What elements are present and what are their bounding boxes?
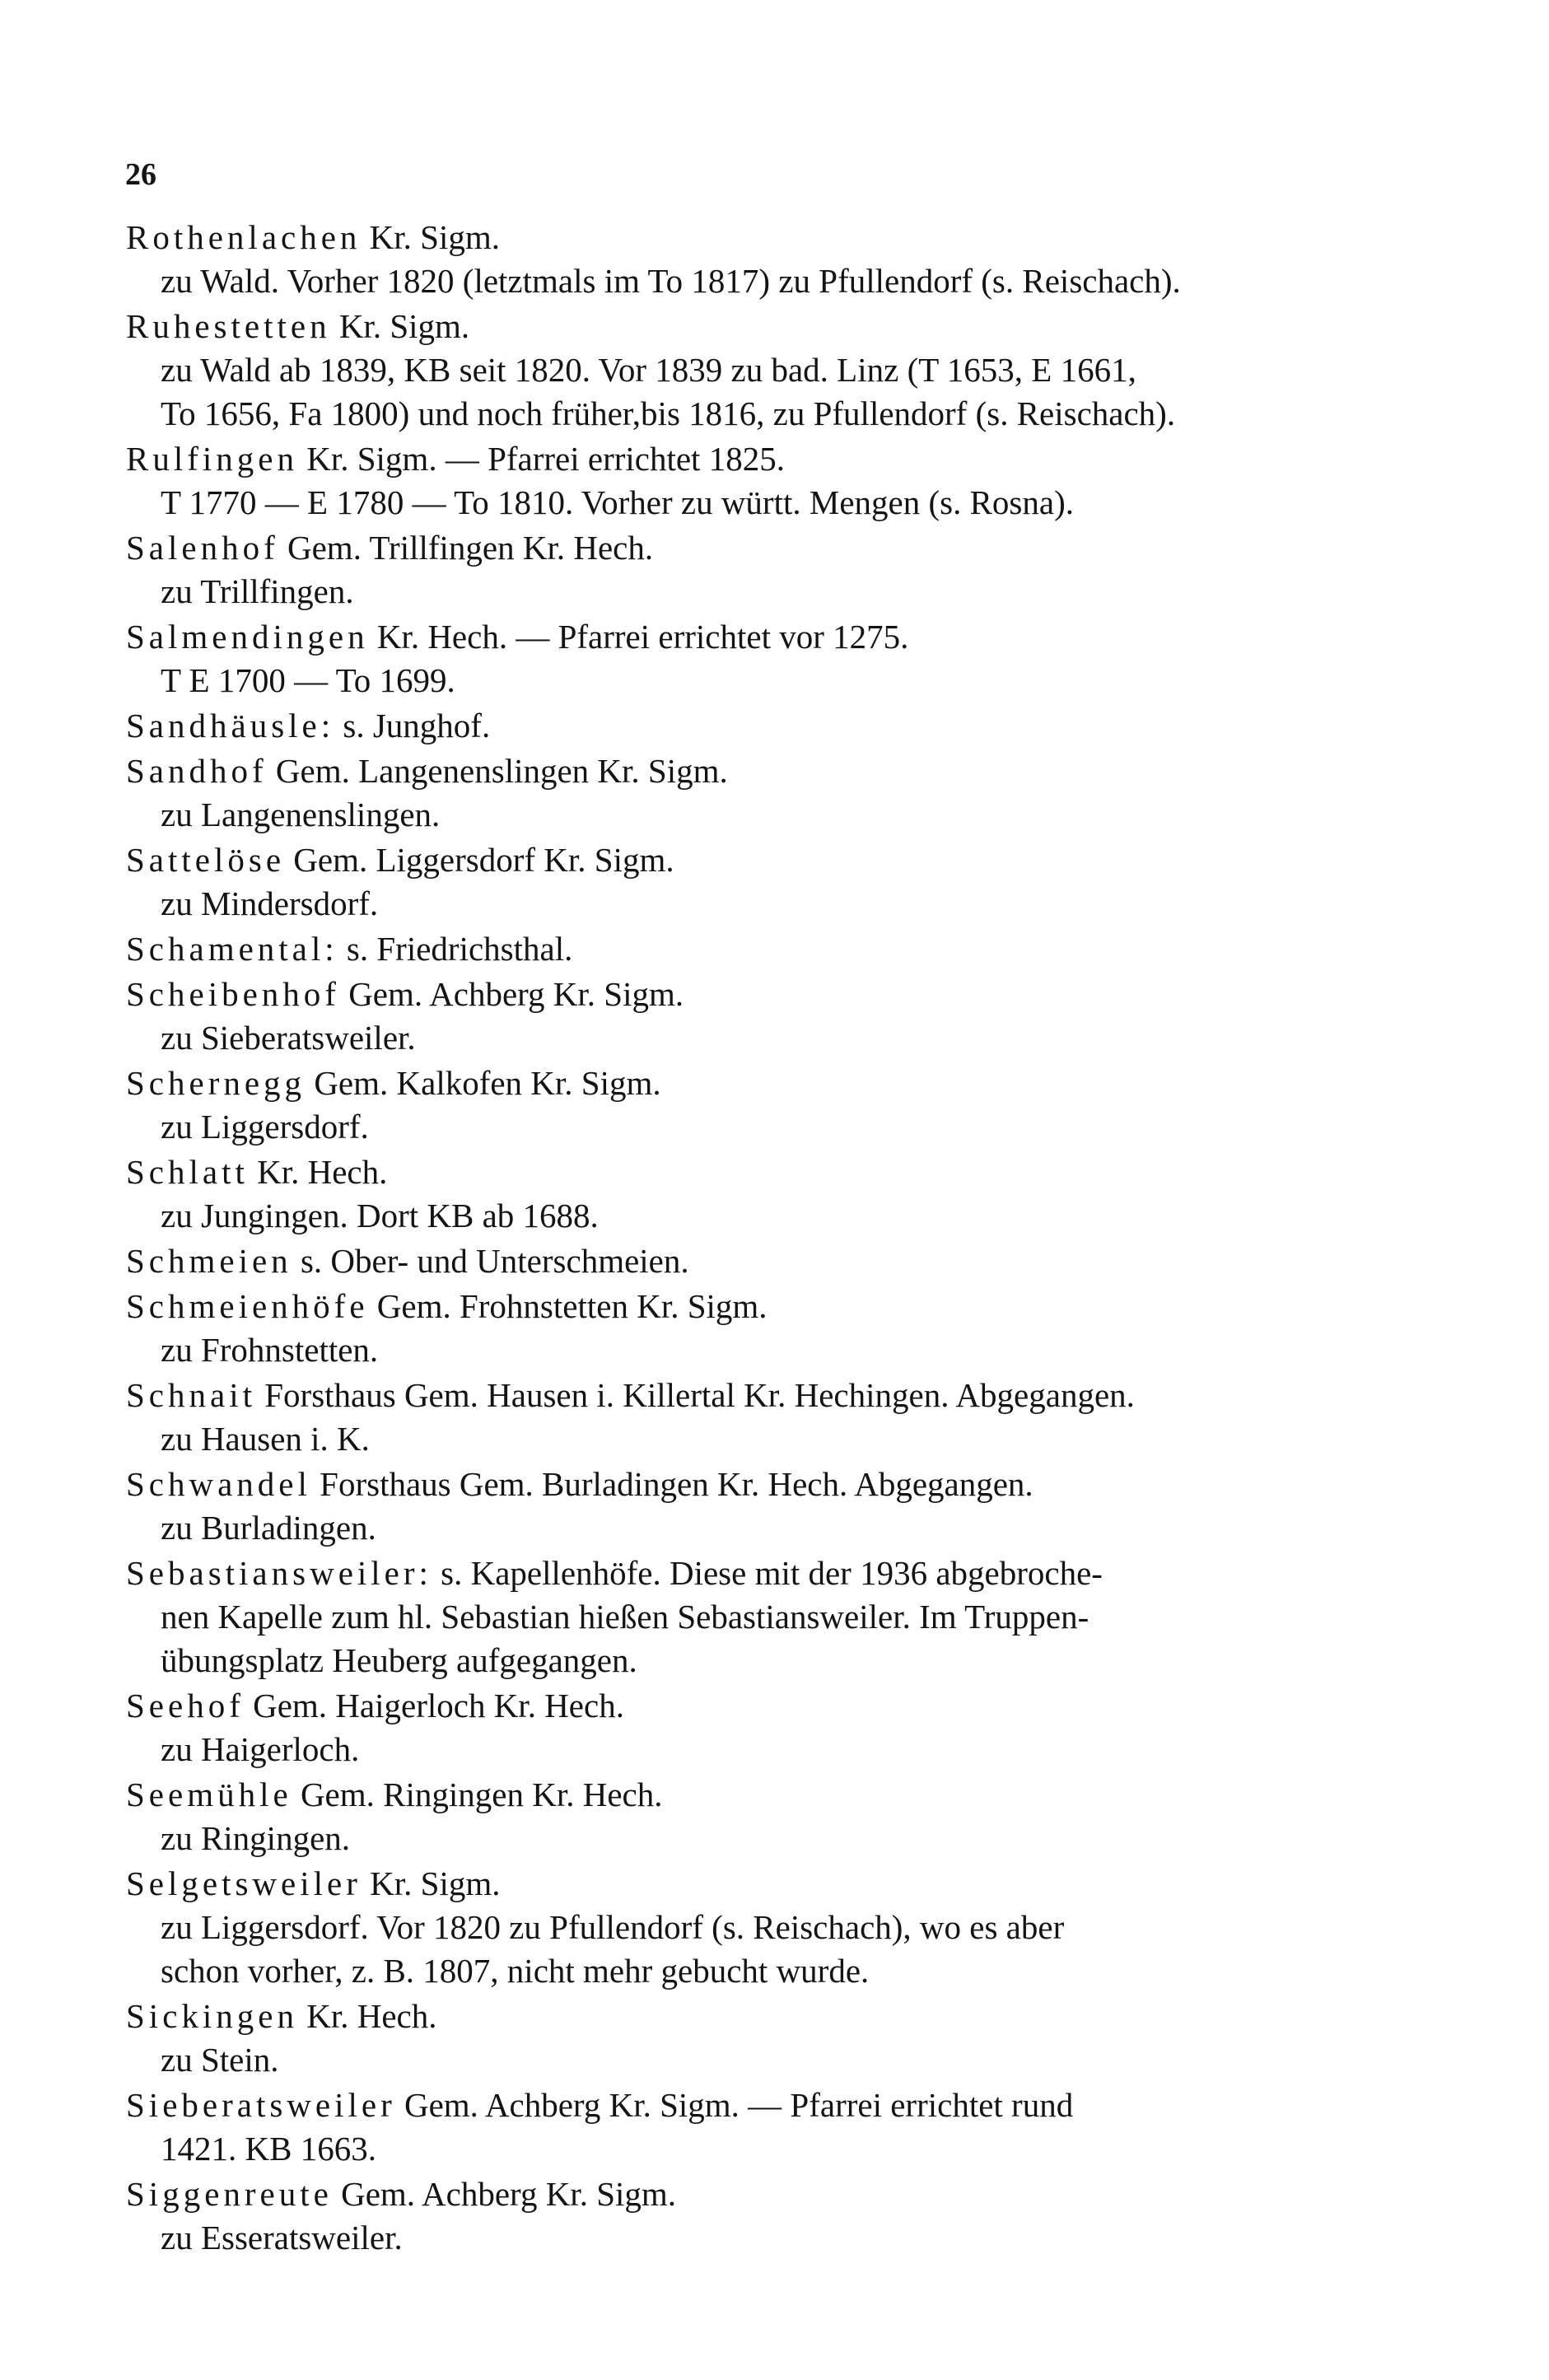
entry [126,704,1435,748]
entry-place-name: Schmeien [126,1242,292,1280]
entry-place-name: Scheibenhof [126,975,340,1013]
entry-place-name: Rothenlachen [126,218,362,256]
entry-head-text: Gem. Ringingen Kr. Hech. [300,1776,663,1813]
entry-head-text: Gem. Achberg Kr. Sigm. [341,2175,677,2213]
entry-headline [126,838,1435,882]
entry-detail-line: schon vorher, z. B. 1807, nicht mehr gebucht wurde. [161,1952,870,1990]
entry [126,973,1435,1060]
entry-head-text: Kr. Hech. [306,1997,437,2035]
entry [126,1062,1435,1149]
entry-headline [126,1684,1435,1728]
entry-head-text: s. Kapellenhöfe. Diese mit der 1936 abgebroche- [441,1554,1103,1592]
entry-headline [126,216,1435,259]
entry-head-text: Kr. Hech. — Pfarrei errichtet vor 1275. [376,618,909,656]
entry-head-text: Gem. Kalkofen Kr. Sigm. [314,1064,661,1102]
entry-detail-line: 1421. KB 1663. [161,2130,376,2168]
entry-head-text: Kr. Sigm. [370,1864,501,1902]
entry-headline [126,1150,1435,1194]
entry-place-name: Seemühle [126,1776,292,1813]
entry-place-name: Schnait [126,1376,256,1414]
entry-headline [126,2084,1435,2127]
entry-head-text: Gem. Langenenslingen Kr. Sigm. [275,752,728,790]
entry-head-text: Gem. Trillfingen Kr. Hech. [287,529,654,567]
entry-detail-line: zu Burladingen. [161,1509,376,1547]
entry-headline [126,1463,1435,1506]
entry-head-text: Forsthaus Gem. Burladingen Kr. Hech. Abgegangen. [320,1465,1033,1503]
entry-headline [126,1552,1435,1595]
entry-place-name: Sickingen [126,1997,298,2035]
entry [126,1862,1435,1993]
entry [126,1463,1435,1550]
entry-head-text: s. Ober- und Unterschmeien. [300,1242,689,1280]
entry [126,1773,1435,1860]
entry [126,1150,1435,1238]
entry-detail-line: zu Hausen i. K. [161,1420,370,1458]
entry-place-name: Schmeienhöfe [126,1287,369,1325]
entry-detail-line: zu Liggersdorf. [161,1108,369,1146]
entry-headline [126,1995,1435,2038]
entry [126,2172,1435,2260]
entry-detail-line: zu Langenenslingen. [161,796,441,833]
entry-headline [126,749,1435,793]
entry-detail-line: zu Esseratsweiler. [161,2219,403,2256]
entry-place-name: Sattelöse [126,841,286,879]
entry-headline [126,704,1435,748]
entry-head-text: Kr. Sigm. [338,307,470,345]
entry [126,1552,1435,1682]
entry-detail-line: zu Wald. Vorher 1820 (letztmals im To 1817) zu Pfullendorf (s. Reischach). [161,262,1181,300]
entry [126,927,1435,971]
entry-head-text: s. Junghof. [343,707,491,744]
entry-place-name: Schwandel [126,1465,311,1503]
entry [126,437,1435,525]
entry-head-text: Gem. Liggersdorf Kr. Sigm. [293,841,674,879]
entry-place-name: Ruhestetten [126,307,331,345]
entry-detail-line: zu Mindersdorf. [161,884,379,922]
entry-detail-line: T 1770 — E 1780 — To 1810. Vorher zu württ. Mengen (s. Rosna). [161,483,1074,521]
entry-detail-line: To 1656, Fa 1800) und noch früher,bis 1816, zu Pfullendorf (s. Reischach). [161,394,1176,432]
entry-head-text: Gem. Frohnstetten Kr. Sigm. [376,1287,768,1325]
entry-detail-line: übungsplatz Heuberg aufgegangen. [161,1641,637,1679]
entry-detail-line: zu Jungingen. Dort KB ab 1688. [161,1197,599,1234]
entry [126,1684,1435,1771]
entry-place-name: Schlatt [126,1153,249,1191]
entry-head-text: Forsthaus Gem. Hausen i. Killertal Kr. Hechingen. Abgegangen. [264,1376,1135,1414]
entry [126,1995,1435,2082]
entry [126,526,1435,614]
entry-headline [126,1239,1435,1283]
entry-headline [126,1773,1435,1817]
entry-detail-line: zu Frohnstetten. [161,1331,379,1369]
entry [126,838,1435,926]
entry-headline [126,927,1435,971]
entry [126,305,1435,436]
entry [126,1239,1435,1283]
entry-detail-line: zu Trillfingen. [161,572,354,610]
entry-place-name: Salmendingen [126,618,369,656]
gazetteer-entries [126,216,1435,2261]
page-number: 26 [125,157,156,192]
entry-detail-line: zu Wald ab 1839, KB seit 1820. Vor 1839 zu bad. Linz (T 1653, E 1661, [161,351,1136,389]
entry-place-name: Sandhof [126,752,268,790]
entry-detail-line: nen Kapelle zum hl. Sebastian hießen Sebastiansweiler. Im Truppen- [161,1598,1089,1636]
entry-headline [126,437,1435,481]
entry-headline [126,1862,1435,1906]
entry-place-name: Selgetsweiler [126,1864,362,1902]
entry-headline [126,2172,1435,2216]
entry-detail-line: zu Sieberatsweiler. [161,1019,416,1057]
entry [126,2084,1435,2171]
entry [126,615,1435,702]
entry-place-name: Sieberatsweiler [126,2086,396,2124]
entry-detail-line: zu Ringingen. [161,1819,351,1857]
entry-head-text: Gem. Haigerloch Kr. Hech. [253,1687,624,1724]
entry-head-text: Gem. Achberg Kr. Sigm. — Pfarrei errichtet rund [404,2086,1074,2124]
entry-headline [126,1285,1435,1328]
entry [126,1374,1435,1461]
entry-place-name: Rulfingen [126,440,298,478]
entry-headline [126,526,1435,570]
entry-headline [126,973,1435,1016]
entry-headline [126,1374,1435,1417]
entry-place-name: Schamental: [126,930,338,968]
entry-place-name: Sandhäusle: [126,707,335,744]
entry-place-name: Sebastiansweiler: [126,1554,432,1592]
entry-place-name: Siggenreute [126,2175,333,2213]
entry [126,216,1435,303]
entry-head-text: s. Friedrichsthal. [346,930,573,968]
entry-place-name: Schernegg [126,1064,306,1102]
entry-head-text: Kr. Sigm. — Pfarrei errichtet 1825. [306,440,785,478]
entry [126,1285,1435,1372]
entry-headline [126,305,1435,348]
entry-head-text: Gem. Achberg Kr. Sigm. [348,975,684,1013]
entry-place-name: Seehof [126,1687,245,1724]
entry-headline [126,615,1435,659]
entry [126,749,1435,837]
entry-detail-line: zu Stein. [161,2041,279,2079]
entry-detail-line: zu Haigerloch. [161,1730,360,1768]
entry-headline [126,1062,1435,1105]
entry-head-text: Kr. Sigm. [369,218,501,256]
entry-detail-line: T E 1700 — To 1699. [161,661,455,699]
entry-place-name: Salenhof [126,529,279,567]
entry-detail-line: zu Liggersdorf. Vor 1820 zu Pfullendorf (s. Reischach), wo es aber [161,1908,1065,1946]
entry-head-text: Kr. Hech. [257,1153,388,1191]
